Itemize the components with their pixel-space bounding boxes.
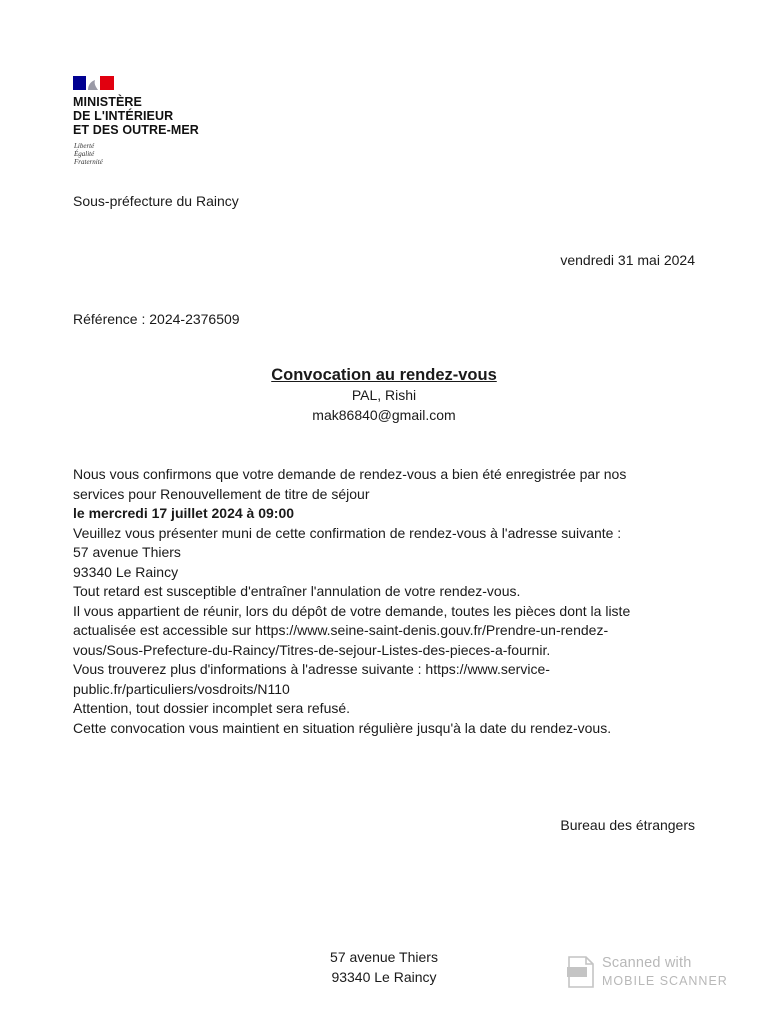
body-line: Nous vous confirmons que votre demande de rendez-vous a bien été enregistrée par nos xyxy=(73,466,627,482)
reference-number: Référence : 2024-2376509 xyxy=(73,311,240,327)
recipient-name: PAL, Rishi xyxy=(351,387,417,403)
body-line: actualisée est accessible sur https://www.seine-saint-denis.gouv.fr/Prendre-un-rendez- xyxy=(73,622,609,638)
republic-motto xyxy=(74,142,103,166)
body-line: services pour Renouvellement de titre de séjour xyxy=(73,485,370,502)
marianne-icon xyxy=(86,76,100,90)
issuing-office: Sous-préfecture du Raincy xyxy=(73,193,239,209)
body-line: Veuillez vous présenter muni de cette confirmation de rendez-vous à l'adresse suivante : xyxy=(73,524,622,541)
motto-line: Liberté xyxy=(74,142,95,150)
address-city: 93340 Le Raincy xyxy=(73,563,179,580)
ministry-name xyxy=(73,95,199,137)
flag-blue-stripe xyxy=(73,76,86,90)
flag-white-stripe xyxy=(86,76,100,90)
motto-line: Fraternité xyxy=(74,158,103,166)
address-street: 57 avenue Thiers xyxy=(73,544,181,560)
body-line: Cette convocation vous maintient en situation régulière jusqu'à la date du rendez-vous. xyxy=(73,719,612,736)
watermark-line-2: MOBILE SCANNER xyxy=(602,974,728,988)
body-line: vous/Sous-Prefecture-du-Raincy/Titres-de-sejour-Listes-des-pieces-a-fournir. xyxy=(73,641,551,658)
recipient-email: mak86840@gmail.com xyxy=(312,407,456,423)
ministry-line: MINISTÈRE xyxy=(73,95,142,109)
flag-red-stripe xyxy=(100,76,114,90)
letter-body xyxy=(73,465,703,738)
footer-line: 93340 Le Raincy xyxy=(331,969,437,985)
motto-line: Égalité xyxy=(74,150,95,158)
body-line: Attention, tout dossier incomplet sera refusé. xyxy=(73,700,351,716)
ministry-line: DE L'INTÉRIEUR xyxy=(73,109,174,123)
watermark-line-1: Scanned with xyxy=(602,955,692,971)
body-line: Il vous appartient de réunir, lors du dépôt de votre demande, toutes les pièces dont la liste xyxy=(73,602,631,619)
footer-line: 57 avenue Thiers xyxy=(330,949,438,965)
body-line: Vous trouverez plus d'informations à l'adresse suivante : https://www.service- xyxy=(73,661,550,677)
scanner-watermark xyxy=(566,952,741,992)
body-line: public.fr/particuliers/vosdroits/N110 xyxy=(73,680,290,697)
republic-flag-logo xyxy=(73,76,114,90)
letter-date: vendredi 31 mai 2024 xyxy=(560,252,695,268)
appointment-datetime: le mercredi 17 juillet 2024 à 09:00 xyxy=(73,505,295,521)
ministry-line: ET DES OUTRE-MER xyxy=(73,123,199,137)
body-line: Tout retard est susceptible d'entraîner l'annulation de votre rendez-vous. xyxy=(73,583,521,599)
signature-office: Bureau des étrangers xyxy=(560,817,695,833)
letter-title: Convocation au rendez-vous xyxy=(271,366,497,384)
pdf-file-icon xyxy=(566,956,596,988)
